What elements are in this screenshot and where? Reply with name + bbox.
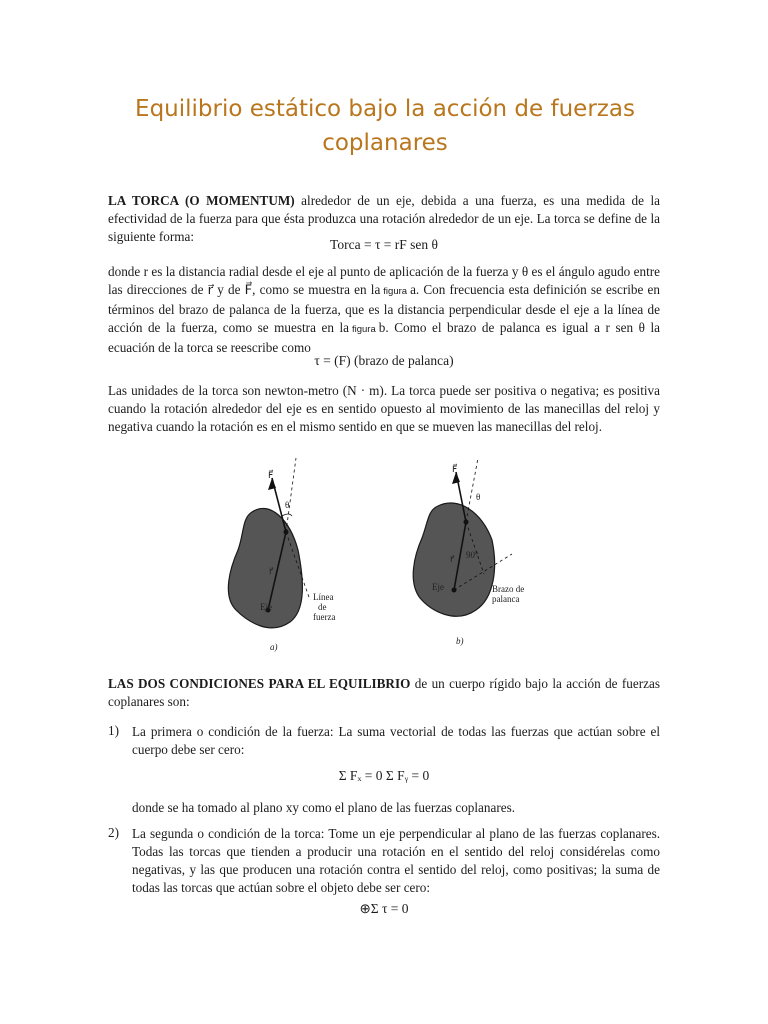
torque-figure (120, 450, 580, 665)
axis-label-a: Eje (260, 602, 272, 612)
lever-arm-formula: τ = (F) (brazo de palanca) (314, 353, 454, 368)
force-label-a: F⃗ (268, 470, 274, 480)
condition-1-text: La primera o condición de la fuerza: La suma vectorial de todas las fuerzas que actúan sobre el cuerpo debe ser cero: (132, 724, 660, 757)
definition-text-b: a. Con frecuencia esta definición se escribe en términos del brazo de palanca de la fuerza, que es la distancia perpendicular desde el eje a la línea de acción de la fuerza, como se muestra en la (108, 282, 660, 335)
line-label-a-2: de (318, 602, 327, 612)
action-line-a-top (286, 458, 296, 532)
figure-a (228, 458, 335, 652)
r-label-a: r⃗ (269, 566, 273, 576)
definition-text-c: b. Como el brazo de palanca es igual a r sen θ la ecuación de la torca se reescribe como (108, 320, 660, 355)
torque-equilibrium-equation: ⊕Σ τ = 0 (359, 901, 409, 916)
right-angle-label-b: 90° (466, 550, 479, 560)
lever-arm-label-1: Brazo de (492, 584, 525, 594)
definition-text-a: donde r es la distancia radial desde el eje al punto de aplicación de la fuerza y θ es el ángulo agudo entre las direcciones de r⃗ y de F⃗, como se muestra en la (108, 264, 660, 297)
torca-heading: LA TORCA (O MOMENTUM) (108, 193, 295, 208)
condition-2-text: La segunda o condición de la torca: Tome un eje perpendicular al plano de las fuerzas coplanares. Todas las torcas que tienden a producir una rotación en el sentido del reloj considérelas como negativas, y las que producen una rotación contra el sentido del reloj, como positivas; la suma de todas las torcas que actúan sobre el objeto debe ser cero: (132, 826, 660, 895)
torca-formula: Torca = τ = rF sen θ (330, 237, 438, 252)
theta-label-a: θ (285, 500, 290, 510)
conditions-intro-text: de un cuerpo rígido bajo la acción de fuerzas coplanares son: (108, 676, 660, 709)
condition-2-number: 2) (108, 825, 119, 840)
force-label-b: F⃗ (452, 464, 458, 474)
figure-b-ref: figura (351, 324, 376, 335)
force-equilibrium-equation: Σ Fₓ = 0 Σ Fᵧ = 0 (338, 768, 430, 783)
r-label-b: r⃗ (450, 554, 454, 564)
page-title: Equilibrio estático bajo la acción de fuerzas coplanares (135, 96, 635, 156)
line-label-a-3: fuerza (313, 612, 336, 622)
definition-paragraph (108, 263, 660, 357)
axis-label-b: Eje (432, 582, 444, 592)
conditions-heading: LAS DOS CONDICIONES PARA EL EQUILIBRIO (108, 676, 411, 691)
torca-text: alrededor de un eje, debida a una fuerza, es una medida de la efectividad de la fuerza para que ésta produzca una rotación alrededor de un eje. La torca se define de la siguiente forma: (108, 193, 660, 244)
theta-label-b: θ (476, 492, 481, 502)
line-label-a-1: Línea (313, 592, 334, 602)
figure-a-ref: figura (383, 286, 408, 297)
units-paragraph: Las unidades de la torca son newton-metro (N · m). La torca puede ser positiva o negativa; es positiva cuando la rotación alrededor del eje es en sentido opuesto al movimiento de las manecillas del reloj y negativa cuando la rotación es en el mismo sentido en que se mueven las manecillas del reloj. (108, 383, 660, 434)
condition-1-note: donde se ha tomado al plano xy como el plano de las fuerzas coplanares. (132, 800, 516, 815)
caption-b: b) (456, 636, 464, 646)
condition-1-number: 1) (108, 723, 119, 738)
caption-a: a) (270, 642, 278, 652)
lever-arm-label-2: palanca (492, 594, 520, 604)
figure-b (413, 458, 524, 646)
rigid-body-b (413, 503, 494, 616)
conditions-intro (108, 675, 660, 711)
